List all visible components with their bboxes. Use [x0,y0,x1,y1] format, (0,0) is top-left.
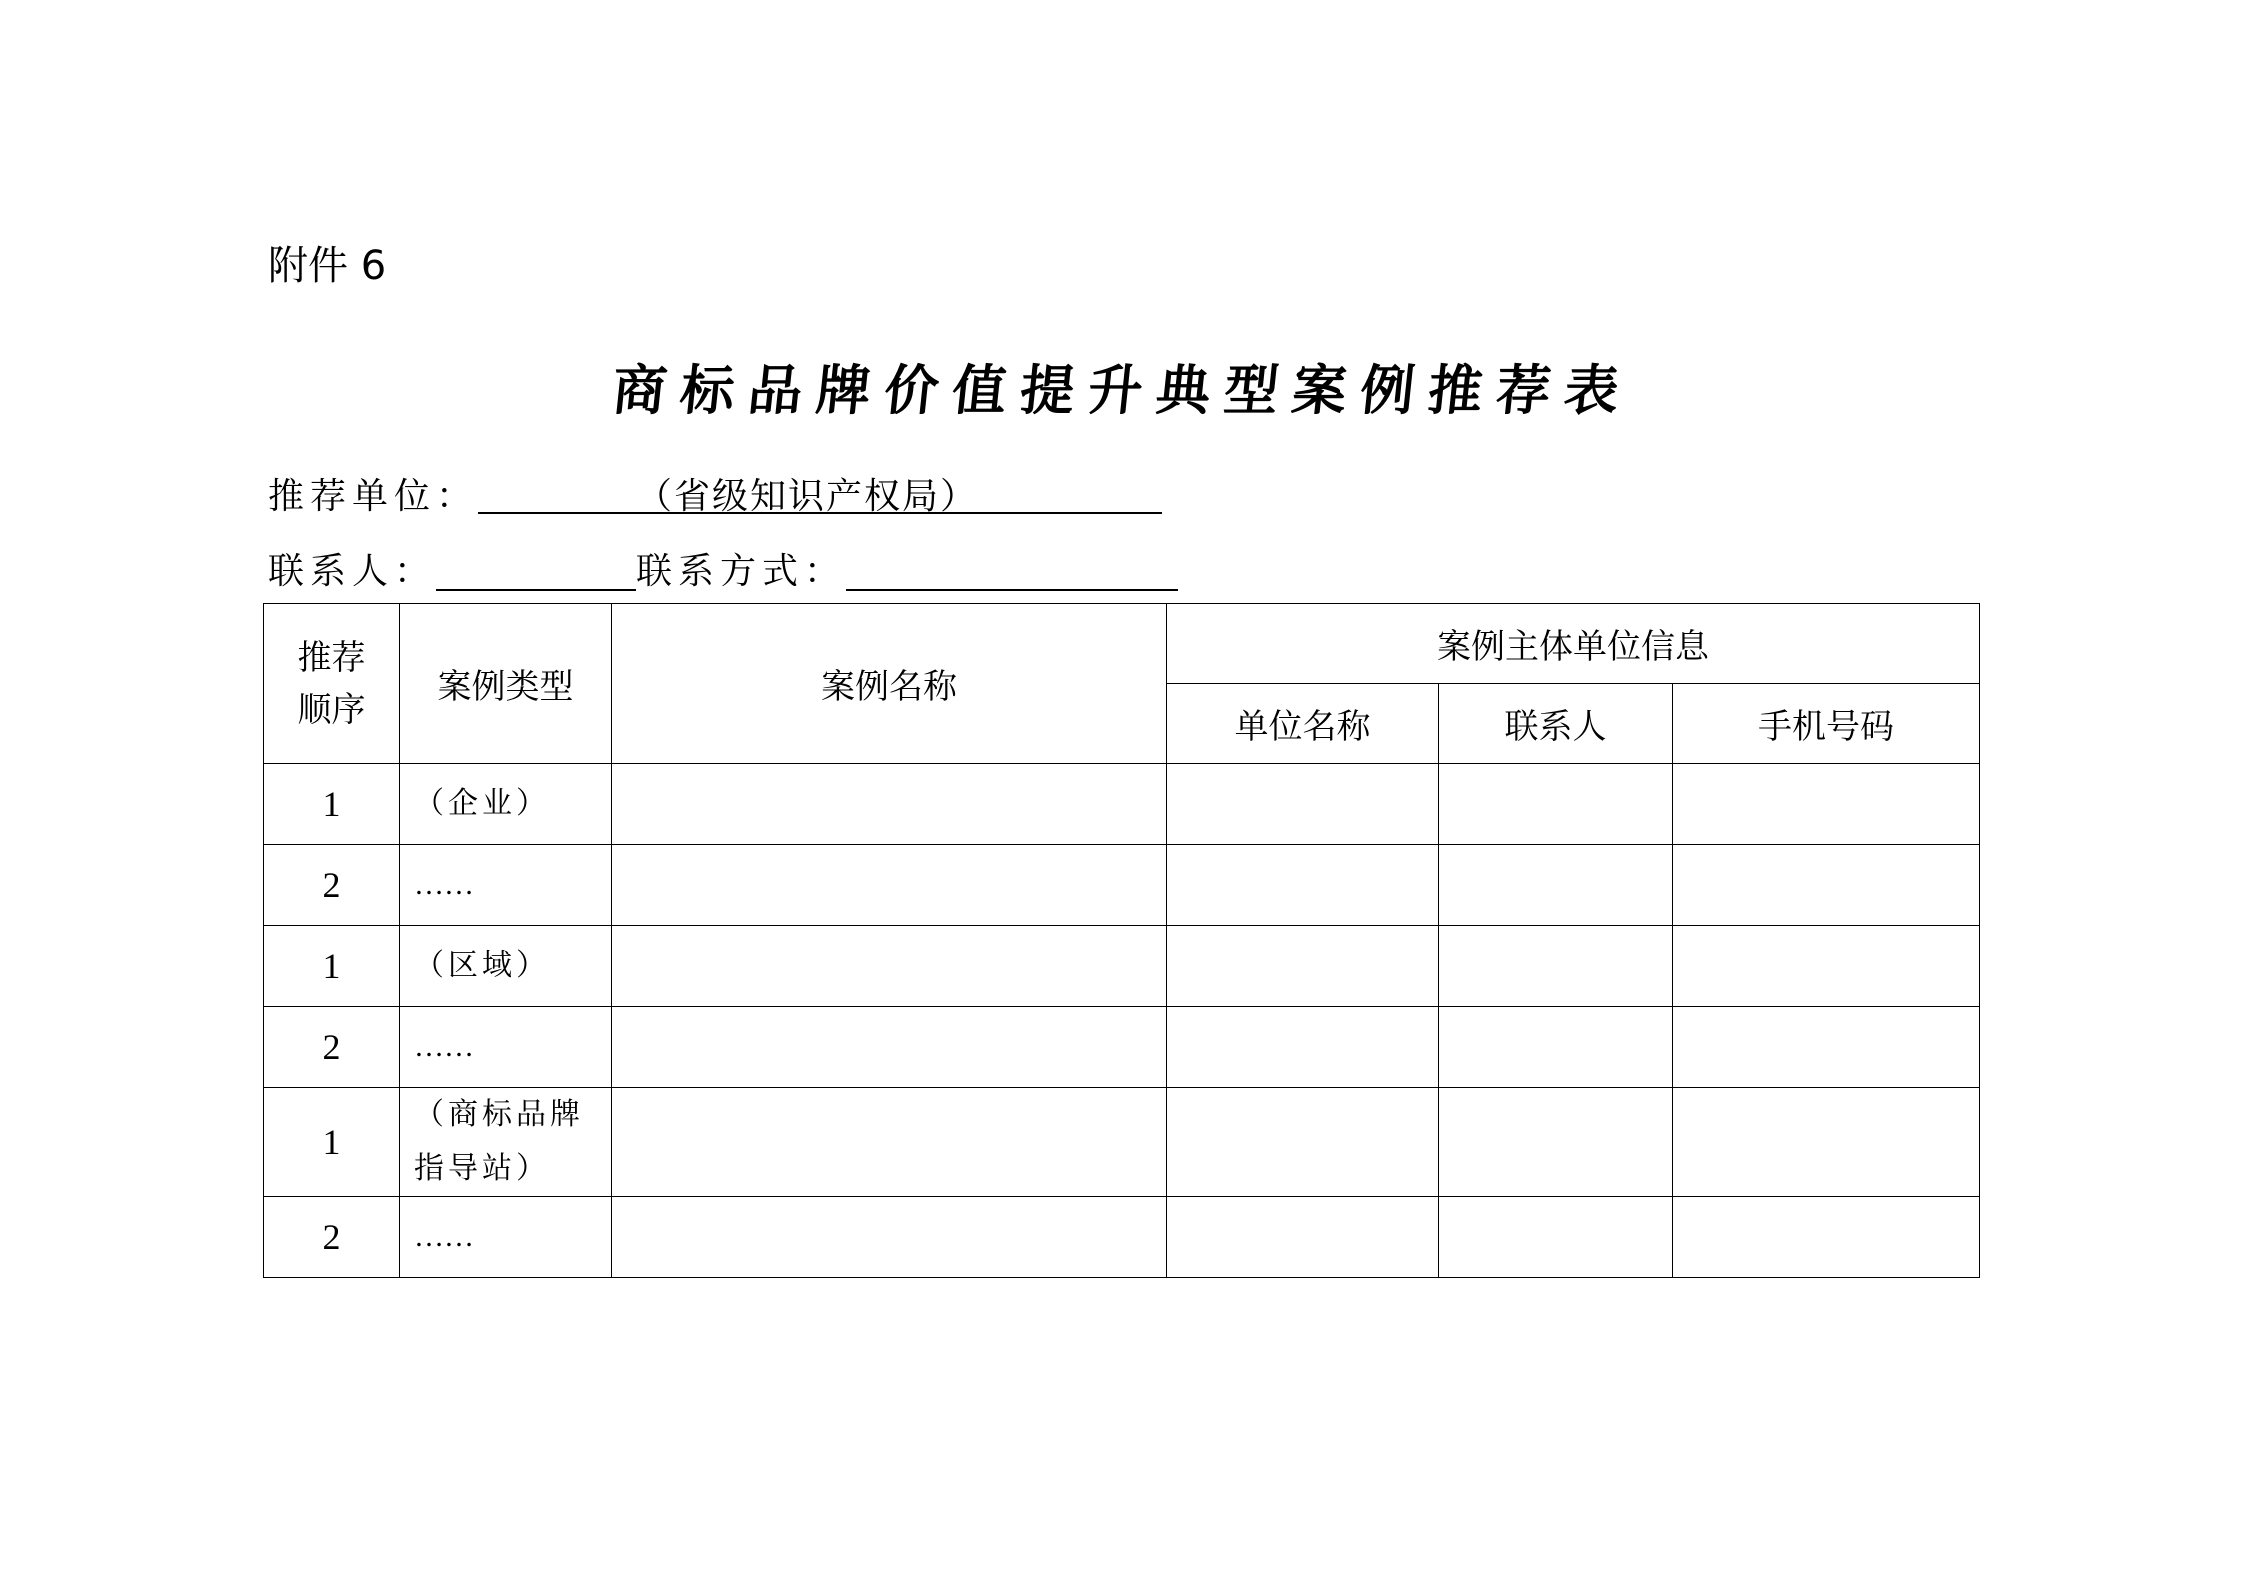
table-row [264,1007,1980,1088]
order-cell: 1 [264,1088,400,1197]
recommend-unit-field[interactable] [478,472,1162,517]
order-cell: 2 [264,1007,400,1088]
unit-name-cell[interactable] [1167,1197,1439,1278]
contact-person-cell[interactable] [1439,764,1673,845]
order-cell: 1 [264,926,400,1007]
phone-cell[interactable] [1673,1088,1980,1197]
case-type-cell[interactable]: …… [400,845,612,926]
header-order-line1: 推荐 [297,637,366,678]
unit-name-cell[interactable] [1167,926,1439,1007]
unit-name-cell[interactable] [1167,1088,1439,1197]
header-order [264,604,400,764]
table-row [264,1197,1980,1278]
unit-name-cell[interactable] [1167,845,1439,926]
case-type-cell[interactable]: …… [400,1007,612,1088]
case-type-cell[interactable]: …… [400,1197,612,1278]
header-unit-name: 单位名称 [1167,684,1439,764]
phone-cell[interactable] [1673,1197,1980,1278]
case-name-cell[interactable] [612,845,1167,926]
recommend-unit-label: 推荐单位： [268,476,479,517]
contact-person-cell[interactable] [1439,845,1673,926]
case-name-cell[interactable] [612,926,1167,1007]
contact-method-label: 联系方式： [636,551,847,592]
case-type-line2: 指导站） [414,1151,550,1186]
header-subject-group: 案例主体单位信息 [1167,604,1980,684]
case-type-line1: （商标品牌 [414,1097,584,1132]
header-row-1 [264,604,1980,684]
header-case-name: 案例名称 [612,604,1167,764]
order-cell: 2 [264,845,400,926]
recommend-unit-hint: （省级知识产权局） [636,476,979,517]
order-cell: 1 [264,764,400,845]
table-row [264,764,1980,845]
header-contact-person: 联系人 [1439,684,1673,764]
order-cell: 2 [264,1197,400,1278]
phone-cell[interactable] [1673,764,1980,845]
recommendation-table [263,603,1980,1278]
case-type-cell[interactable]: （企业） [400,764,612,845]
contact-line [268,547,1178,597]
attachment-label: 附件 6 [268,243,387,289]
unit-name-cell[interactable] [1167,764,1439,845]
case-type-cell[interactable]: （区域） [400,926,612,1007]
contact-person-field[interactable] [436,547,636,591]
case-name-cell[interactable] [612,1007,1167,1088]
header-case-type: 案例类型 [400,604,612,764]
case-name-cell[interactable] [612,764,1167,845]
contact-person-cell[interactable] [1439,1088,1673,1197]
case-name-cell[interactable] [612,1197,1167,1278]
case-name-cell[interactable] [612,1088,1167,1197]
contact-method-field[interactable] [846,547,1178,591]
header-order-line2: 顺序 [297,689,366,730]
phone-cell[interactable] [1673,845,1980,926]
table-row [264,926,1980,1007]
table-row [264,1088,1980,1197]
unit-name-cell[interactable] [1167,1007,1439,1088]
phone-cell[interactable] [1673,926,1980,1007]
table-row [264,845,1980,926]
contact-person-cell[interactable] [1439,1007,1673,1088]
contact-person-label: 联系人： [268,551,437,592]
case-type-cell[interactable] [400,1088,612,1197]
recommend-unit-line [268,472,1162,522]
contact-person-cell[interactable] [1439,926,1673,1007]
document-title: 商标品牌价值提升典型案例推荐表 [609,358,1636,422]
contact-person-cell[interactable] [1439,1197,1673,1278]
header-phone: 手机号码 [1673,684,1980,764]
phone-cell[interactable] [1673,1007,1980,1088]
